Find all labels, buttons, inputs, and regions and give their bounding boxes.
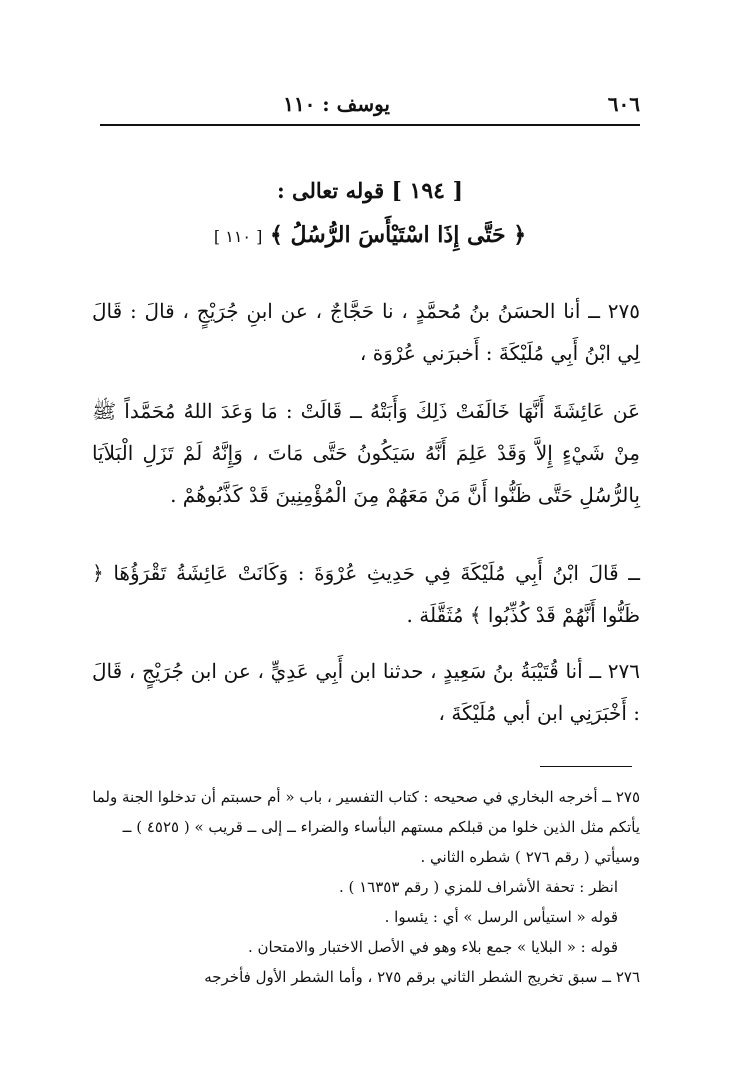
footnote-rule bbox=[540, 766, 632, 767]
footnote-tuhfa: انظر : تحفة الأشراف للمزي ( رقم ١٦٣٥٣ ) . bbox=[338, 878, 618, 896]
verse-text: ﴿ حَتَّى إِذَا اسْتَيْأَسَ الرُّسُلُ ﴾ bbox=[270, 222, 527, 248]
verse-reference: [ ١١٠ ] bbox=[213, 227, 263, 246]
hadith-276-isnad: ٢٧٦ ــ أنا قُتَيْبَةُ بنُ سَعِيدٍ ، حدثنا ابن أَبِي عَدِيٍّ ، عن ابن جُرَيْجٍ ، قَالَ : أَخْبَرَنِي ابن أبي مُلَيْكَةَ ، bbox=[92, 659, 640, 725]
section-number: [ ١٩٤ ] bbox=[391, 178, 464, 204]
hadith-275-note: ــ قَالَ ابْنُ أَبِي مُلَيْكَةَ فِي حَدِيثِ عُرْوَةَ : وَكَانَتْ عَائِشَةُ تَقْرَؤُهَا ﴿ ظَنُّوا أَنَّهُمْ قَدْ كُذِّبُوا ﴾ مُثَقَّلَة . bbox=[92, 561, 640, 627]
page-number: ٦٠٦ bbox=[607, 92, 640, 116]
footnotes bbox=[92, 782, 640, 992]
header-rule bbox=[100, 124, 640, 126]
verse-quote bbox=[100, 222, 640, 248]
footnote-276: ٢٧٦ ــ سبق تخريج الشطر الثاني برقم ٢٧٥ ، وأما الشطر الأول فأخرجه bbox=[204, 968, 640, 986]
page-header bbox=[100, 92, 640, 122]
hadith-275-isnad: ٢٧٥ ــ أنا الحسَنُ بنُ مُحمَّدٍ ، نا حَجَّاجٌ ، عن ابنِ جُرَيْجٍ ، قالَ : قَالَ لِي ابْنُ أَبِي مُلَيْكَةَ : أَخبرَني عُرْوَة ، bbox=[92, 299, 640, 365]
footnote-275: ٢٧٥ ــ أخرجه البخاري في صحيحه : كتاب التفسير ، باب « أم حسبتم أن تدخلوا الجنة ولما يأتكم مثل الذين خلوا من قبلكم مستهم البأساء والضراء ــ إلى ــ قريب » ( ٤٥٢٥ ) ــ وسيأتي ( رقم ٢٧٦ ) شطره الثاني . bbox=[92, 788, 640, 866]
hadith-275-matn: عَن عَائِشَةَ أَنَّهَا خَالَفَتْ ذَلِكَ وَأَبَتْهُ ــ قَالَتْ : مَا وَعَدَ اللهُ مُحَمَّداً ﷺ مِنْ شَيْءٍ إِلاَّ وَقَدْ عَلِمَ أَنَّهُ سَيَكُونُ حَتَّى مَاتَ ، وَإِنَّهُ لَمْ تَزَلِ الْبَلاَيَا بِالرُّسُلِ حَتَّى ظَنُّوا أَنَّ مَنْ مَعَهُمْ مِنَ الْمُؤْمِنِينَ قَدْ كَذَّبُوهُمْ . bbox=[92, 399, 640, 507]
footnote-istayasa: قوله « استيأس الرسل » أي : يئسوا . bbox=[384, 908, 618, 926]
footnote-balaya: قوله : « البلايا » جمع بلاء وهو في الأصل الاختبار والامتحان . bbox=[247, 938, 618, 956]
section-heading-text: قوله تعالى : bbox=[276, 178, 385, 203]
section-heading bbox=[100, 178, 640, 204]
running-title: يوسف : ١١٠ bbox=[283, 92, 390, 116]
